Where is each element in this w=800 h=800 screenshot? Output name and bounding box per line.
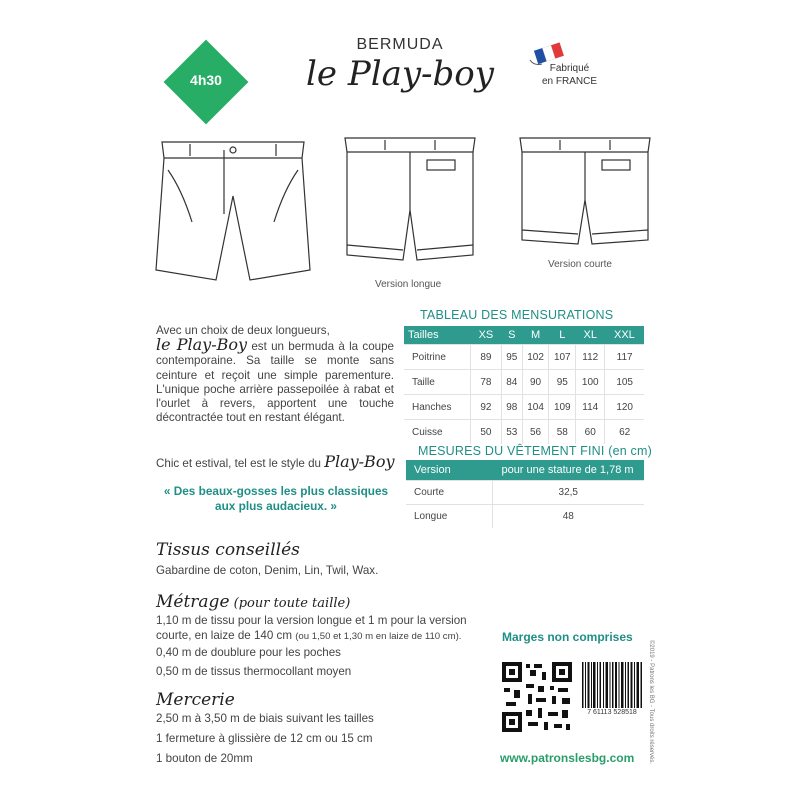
page-title: le Play-boy <box>306 54 494 94</box>
mensurations-header-cell: Tailles <box>404 326 471 345</box>
back-view-short-drawing <box>510 130 660 250</box>
table-cell: 107 <box>549 345 576 370</box>
made-in-label <box>542 62 597 88</box>
metrage-title-note: (pour toute taille) <box>229 596 351 611</box>
table-cell: Hanches <box>404 395 471 420</box>
mensurations-header-cell: XL <box>576 326 605 345</box>
table-row <box>404 395 644 420</box>
chic-text: Chic et estival, tel est le style du <box>156 457 325 470</box>
table-cell: 95 <box>549 370 576 395</box>
table-cell: 62 <box>605 420 644 445</box>
mercerie-line1: 2,50 m à 3,50 m de biais suivant les tailles <box>156 712 374 725</box>
table-row <box>404 345 644 370</box>
table-cell: 32,5 <box>492 481 644 505</box>
qr-code-icon <box>500 660 574 734</box>
chic-brand: Play-Boy <box>324 452 395 471</box>
metrage-line1: 1,10 m de tissu pour la version longue et 1 m pour la version <box>156 614 467 627</box>
table-cell: 98 <box>501 395 522 420</box>
metrage-line2-small: (ou 1,50 et 1,30 m en laize de 110 cm). <box>295 631 462 642</box>
table-row <box>404 420 644 445</box>
table-cell: Courte <box>406 481 492 505</box>
mercerie-title: Mercerie <box>156 690 235 710</box>
table-cell: Taille <box>404 370 471 395</box>
table-cell: 53 <box>501 420 522 445</box>
mensurations-title: TABLEAU DES MENSURATIONS <box>420 308 614 322</box>
caption-short-version: Version courte <box>548 259 612 270</box>
intro-brand: le Play-Boy <box>156 335 248 355</box>
table-cell: 105 <box>605 370 644 395</box>
table-cell: Longue <box>406 505 492 529</box>
table-cell: 100 <box>576 370 605 395</box>
fini-table <box>406 460 644 528</box>
mercerie-line2: 1 fermeture à glissière de 12 cm ou 15 cm <box>156 732 373 745</box>
intro-paragraph <box>156 324 394 425</box>
table-cell: 90 <box>522 370 549 395</box>
table-cell: 114 <box>576 395 605 420</box>
quote: « Des beaux-gosses les plus classiques aux plus audacieux. » <box>163 484 389 513</box>
metrage-line3: 0,40 m de doublure pour les poches <box>156 646 341 659</box>
marges-note: Marges non comprises <box>502 630 633 644</box>
table-cell: 60 <box>576 420 605 445</box>
barcode-number: 7 61113 528518 <box>587 709 637 716</box>
table-cell: 78 <box>471 370 502 395</box>
table-cell: 48 <box>492 505 644 529</box>
intro-start: Avec un choix de deux longueurs, <box>156 324 330 337</box>
table-cell: 104 <box>522 395 549 420</box>
table-cell: 56 <box>522 420 549 445</box>
mensurations-header-cell: XS <box>471 326 502 345</box>
table-cell: Cuisse <box>404 420 471 445</box>
fini-header-row <box>406 460 644 481</box>
fini-header-cell: Version <box>406 460 492 481</box>
copyright-text: ©2019 - Patrons les BG - Tous droits réservés. <box>648 640 654 765</box>
table-cell: 84 <box>501 370 522 395</box>
table-cell: Poitrine <box>404 345 471 370</box>
table-cell: 89 <box>471 345 502 370</box>
table-cell: 109 <box>549 395 576 420</box>
mensurations-header-row <box>404 326 644 345</box>
tissus-title: Tissus conseillés <box>156 540 300 560</box>
front-view-drawing <box>150 130 320 290</box>
table-row <box>406 505 644 529</box>
table-cell: 58 <box>549 420 576 445</box>
metrage-line2 <box>156 629 461 642</box>
mercerie-line3: 1 bouton de 20mm <box>156 752 253 765</box>
table-cell: 50 <box>471 420 502 445</box>
mensurations-header-cell: S <box>501 326 522 345</box>
table-cell: 120 <box>605 395 644 420</box>
mensurations-header-cell: XXL <box>605 326 644 345</box>
table-cell: 112 <box>576 345 605 370</box>
website-link[interactable]: www.patronslesbg.com <box>500 751 635 765</box>
metrage-title-main: Métrage <box>156 592 230 612</box>
title-top: BERMUDA <box>356 36 444 53</box>
mensurations-header-cell: L <box>549 326 576 345</box>
table-cell: 102 <box>522 345 549 370</box>
table-cell: 117 <box>605 345 644 370</box>
fini-header-cell: pour une stature de 1,78 m <box>492 460 644 481</box>
table-cell: 92 <box>471 395 502 420</box>
table-row <box>406 481 644 505</box>
caption-long-version: Version longue <box>375 279 442 290</box>
time-badge-label: 4h30 <box>190 72 222 88</box>
fini-title: MESURES DU VÊTEMENT FINI (en cm) <box>418 444 652 458</box>
made-in-line1: Fabriqué <box>549 63 590 74</box>
back-view-long-drawing <box>335 130 485 270</box>
mensurations-header-cell: M <box>522 326 549 345</box>
mensurations-table <box>404 326 644 444</box>
metrage-line4: 0,50 m de tissus thermocollant moyen <box>156 665 352 678</box>
metrage-line2-main: courte, en laize de 140 cm <box>156 629 296 642</box>
intro-rest: est un bermuda à la coupe contemporaine. Sa taille se monte sans ceinture et reçoit une simple parementure. L'unique poche arrière passepoilée à rabat et l'ourlet à revers, apportent une touche décontractée tout en restant élégant. <box>156 340 394 425</box>
metrage-title <box>156 592 350 612</box>
tissus-text: Gabardine de coton, Denim, Lin, Twil, Wax. <box>156 564 379 577</box>
chic-line <box>156 452 396 471</box>
made-in-line2: en FRANCE <box>542 76 598 87</box>
table-row <box>404 370 644 395</box>
table-cell: 95 <box>501 345 522 370</box>
